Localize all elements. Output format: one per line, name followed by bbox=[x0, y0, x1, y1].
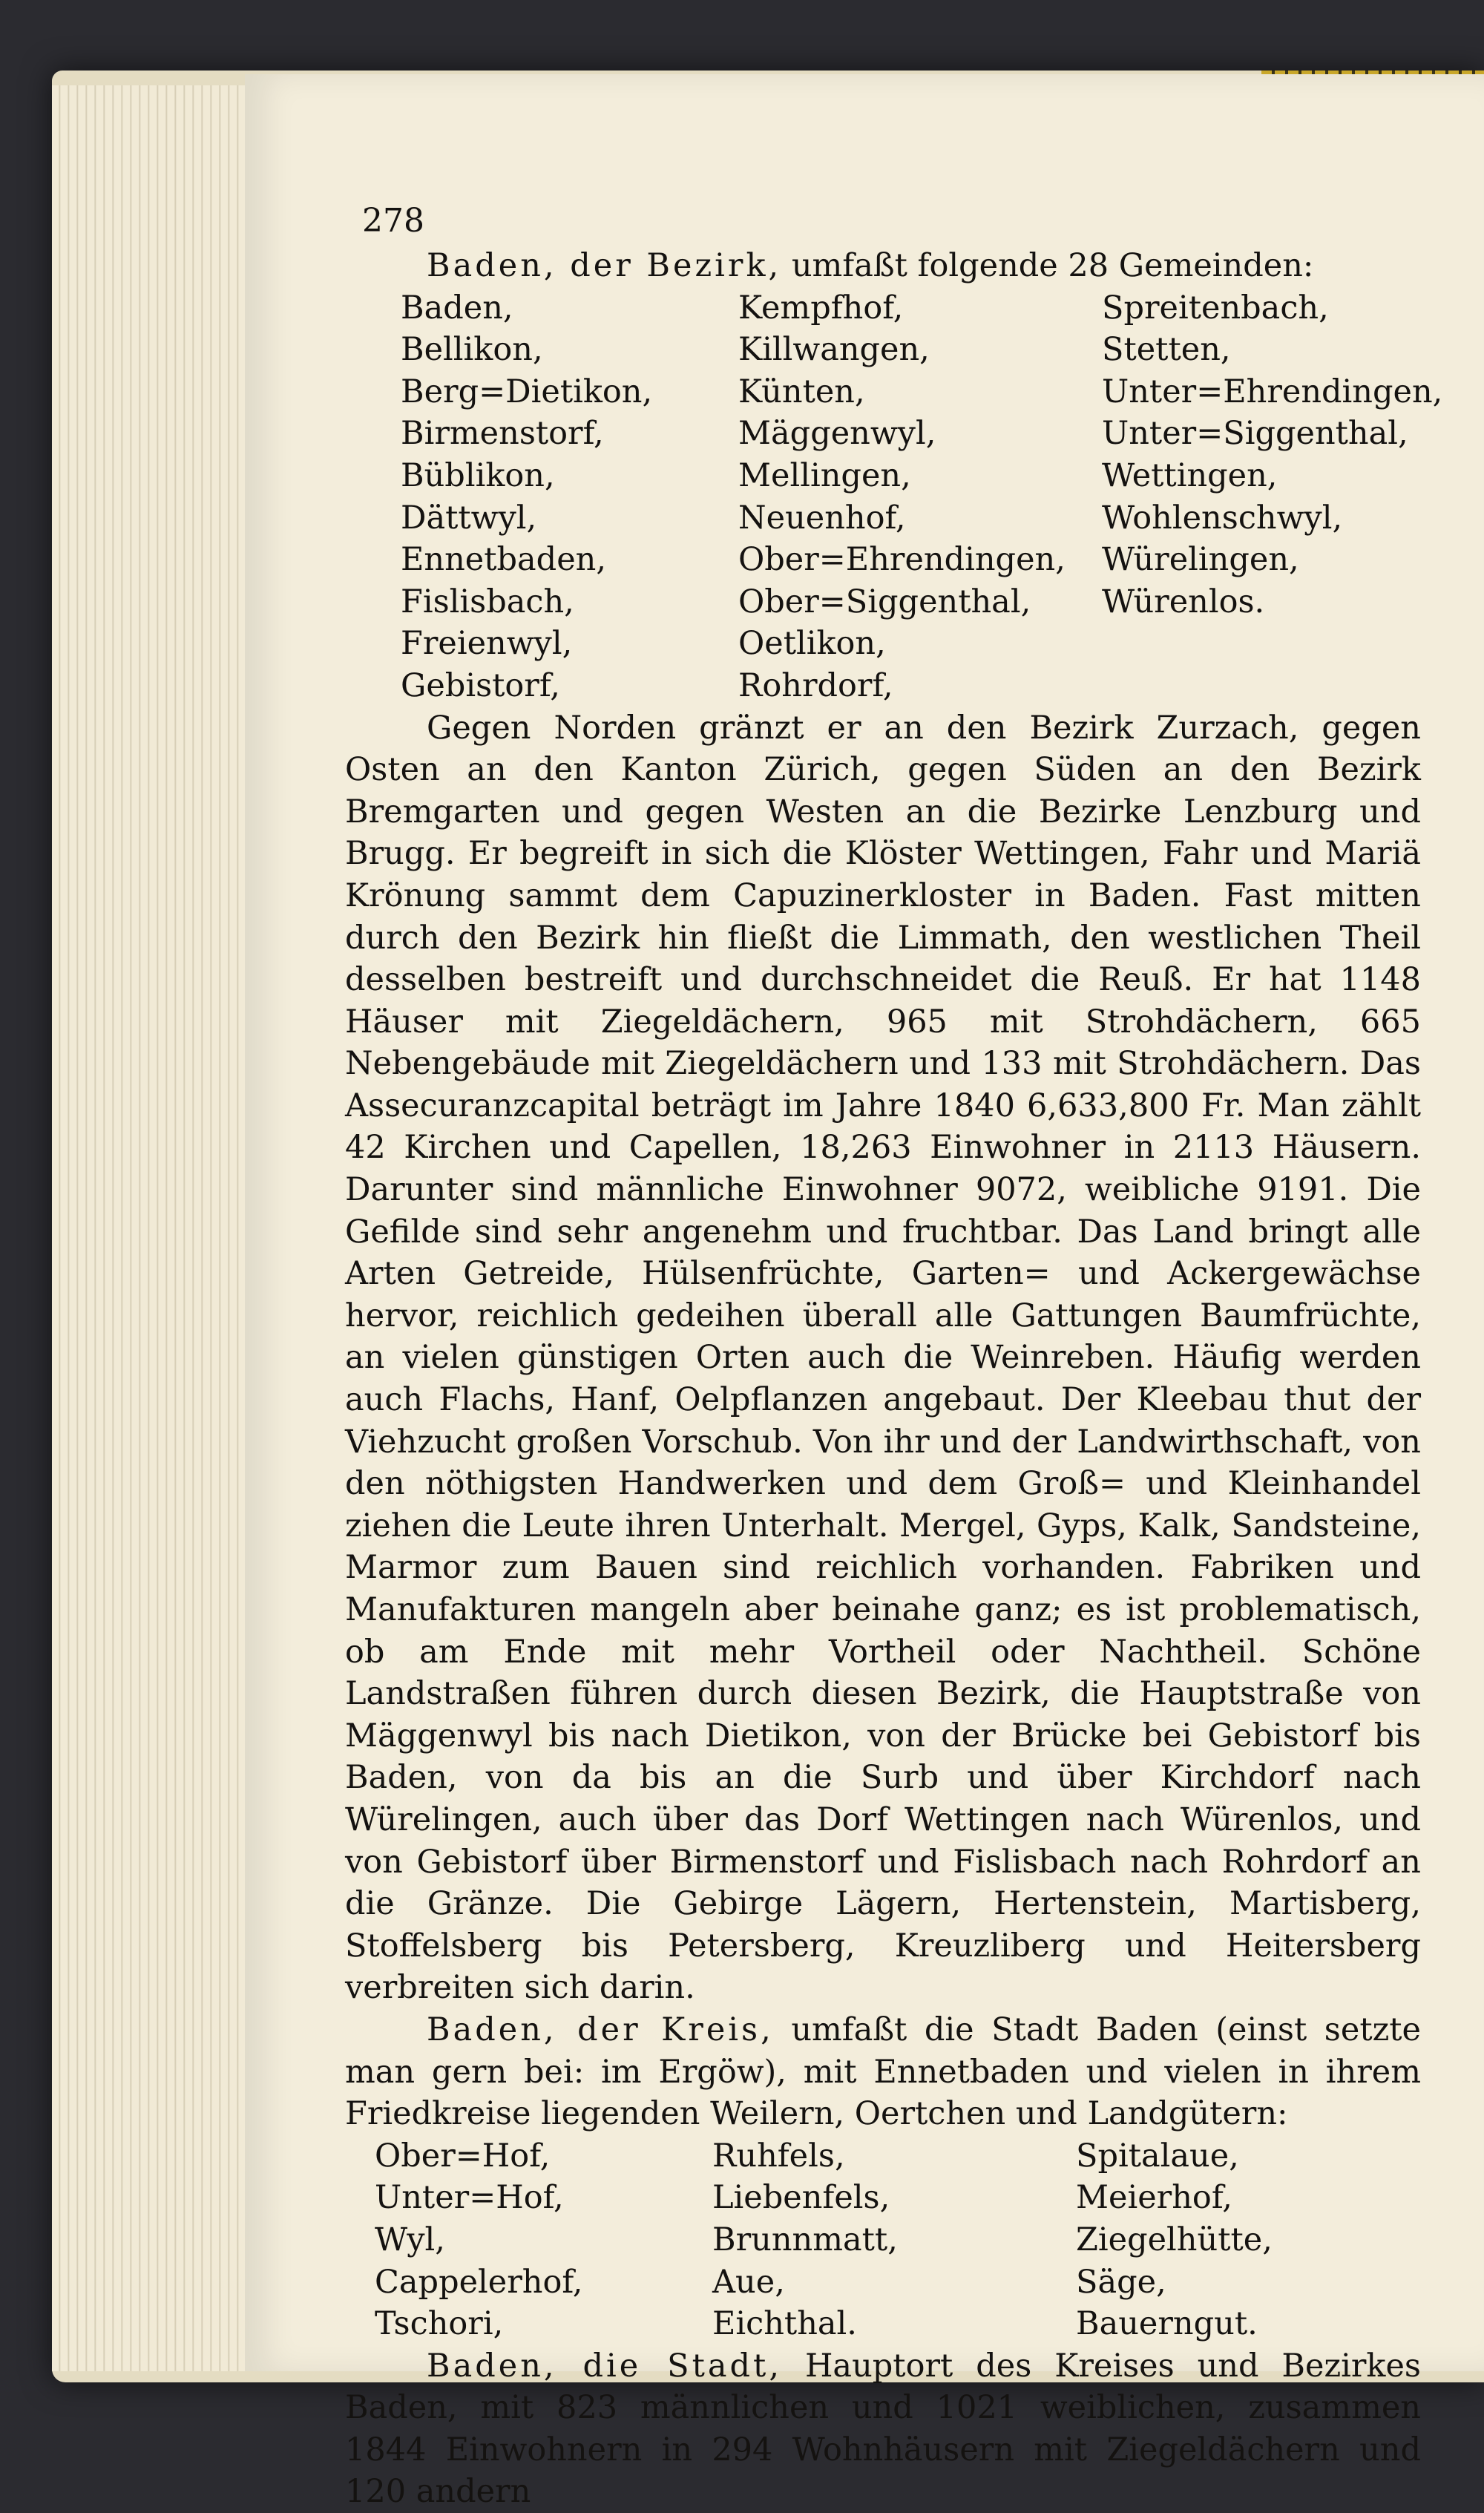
bezirk-heading-name: Baden, der Bezirk, bbox=[427, 247, 782, 284]
list-item: Dättwyl, bbox=[401, 499, 537, 537]
list-item: Säge, bbox=[1076, 2263, 1166, 2301]
list-item: Cappelerhof, bbox=[375, 2263, 583, 2301]
stadt-paragraph bbox=[345, 2345, 1421, 2513]
list-item: Eichthal. bbox=[712, 2305, 857, 2343]
stadt-heading-rest: Hauptort des Kreises und Bezirkes Baden, mit 823 männlichen und 1021 weiblichen, zusammen 1844 Einwohnern in 294 Wohnhäusern mit Ziegeldächern und 120 andern bbox=[345, 2347, 1421, 2511]
list-item: Baden, bbox=[401, 289, 513, 327]
list-item: Kempfhof, bbox=[738, 289, 904, 327]
list-item: Freienwyl, bbox=[401, 625, 573, 663]
list-item: Unter=Ehrendingen, bbox=[1102, 373, 1443, 410]
list-item: Tschori, bbox=[375, 2305, 504, 2343]
list-item: Unter=Siggenthal, bbox=[1102, 415, 1408, 453]
kreis-heading bbox=[345, 2009, 1421, 2135]
list-item: Würenlos. bbox=[1102, 583, 1265, 620]
list-item: Ober=Hof, bbox=[375, 2137, 551, 2175]
list-item: Wyl, bbox=[375, 2221, 445, 2258]
page-number: 278 bbox=[362, 202, 424, 240]
list-item: Ziegelhütte, bbox=[1076, 2221, 1273, 2258]
page-edges bbox=[52, 85, 252, 2371]
list-item: Mäggenwyl, bbox=[738, 415, 936, 453]
kreis-heading-rest: umfaßt die Stadt Baden (einst setzte man gern bei: im Ergöw), mit Ennetbaden und vielen in ihrem Friedkreise liegenden Weilern, Oertchen und Landgütern: bbox=[345, 2011, 1421, 2133]
list-item: Oetlikon, bbox=[738, 625, 886, 663]
page-text bbox=[345, 245, 1443, 2513]
list-item: Würelingen, bbox=[1102, 541, 1299, 579]
list-item: Neuenhof, bbox=[738, 499, 906, 537]
list-item: Berg=Dietikon, bbox=[401, 373, 653, 410]
bezirk-paragraph: Gegen Norden gränzt er an den Bezirk Zurzach, gegen Osten an den Kanton Zürich, gegen Süden an den Bezirk Bremgarten und gegen Westen an die Bezirke Lenzburg und Brugg. Er begreift in sich die Klöster Wettingen, Fahr und Mariä Krönung sammt dem Capuzinerkloster in Baden. Fast mitten durch den Bezirk hin fließt die Limmath, den westlichen Theil desselben bestreift und durchschneidet die Reuß. Er hat 1148 Häuser mit Ziegeldächern, 965 mit Strohdächern, 665 Nebengebäude mit Ziegeldächern und 133 mit Strohdächern. Das Assecuranzcapital beträgt im Jahre 1840 6,633,800 Fr. Man zählt 42 Kirchen und Capellen, 18,263 Einwohner in 2113 Häusern. Darunter sind männliche Einwohner 9072, weibliche 9191. Die Gefilde sind sehr angenehm und fruchtbar. Das Land bringt alle Arten Getreide, Hülsenfrüchte, Garten= und Ackergewächse hervor, reichlich gedeihen überall alle Gattungen Baumfrüchte, an vielen günstigen Orten auch die Weinreben. Häufig werden auch Flachs, Hanf, Oelpflanzen angebaut. Der Kleebau thut der Viehzucht großen Vorschub. Von ihr und der Landwirthschaft, von den nöthigsten Handwerken und dem Groß= und Kleinhandel ziehen die Leute ihren Unterhalt. Mergel, Gyps, Kalk, Sandsteine, Marmor zum Bauen sind reichlich vorhanden. Fabriken und Manufakturen mangeln aber beinahe ganz; es ist problematisch, ob am Ende mit mehr Vortheil oder Nachtheil. Schöne Landstraßen führen durch diesen Bezirk, die Hauptstraße von Mäggenwyl bis nach Dietikon, von der Brücke bei Gebistorf bis Baden, von da bis an die Surb und über Kirchdorf nach Würelingen, auch über das Dorf Wettingen nach Würenlos, und von Gebistorf über Birmenstorf und Fislisbach nach Rohrdorf an die Gränze. Die Gebirge Lägern, Hertenstein, Martisberg, Stoffelsberg bis Petersberg, Kreuzliberg und Heitersberg verbreiten sich darin. bbox=[345, 709, 1421, 2007]
list-item bbox=[1102, 665, 1477, 707]
list-item: Fislisbach, bbox=[401, 583, 574, 620]
list-item: Bauerngut. bbox=[1076, 2305, 1258, 2343]
list-item: Meierhof, bbox=[1076, 2179, 1232, 2217]
list-item: Spreitenbach, bbox=[1102, 289, 1329, 327]
list-item: Ober=Ehrendingen, bbox=[738, 541, 1066, 579]
list-item: Killwangen, bbox=[738, 331, 930, 369]
list-item: Stetten, bbox=[1102, 331, 1231, 369]
list-item: Wettingen, bbox=[1102, 456, 1278, 494]
list-item: Gebistorf, bbox=[401, 666, 560, 704]
list-item: Birmenstorf, bbox=[401, 415, 604, 453]
bezirk-heading-rest: umfaßt folgende 28 Gemeinden: bbox=[791, 247, 1314, 284]
list-item: Ober=Siggenthal, bbox=[738, 583, 1031, 620]
stadt-heading-name: Baden, die Stadt, bbox=[427, 2347, 782, 2385]
list-item: Büblikon, bbox=[401, 456, 555, 494]
list-item: Rohrdorf, bbox=[738, 666, 893, 704]
list-item: Ennetbaden, bbox=[401, 541, 607, 579]
list-item: Liebenfels, bbox=[712, 2179, 890, 2217]
list-item: Brunnmatt, bbox=[712, 2221, 898, 2258]
kreis-list bbox=[345, 2135, 1421, 2345]
kreis-heading-name: Baden, der Kreis, bbox=[427, 2011, 774, 2048]
list-item: Unter=Hof, bbox=[375, 2179, 564, 2217]
list-item: Wohlenschwyl, bbox=[1102, 499, 1343, 537]
list-item: Spitalaue, bbox=[1076, 2137, 1239, 2175]
gemeinden-list bbox=[345, 287, 1443, 707]
list-item: Aue, bbox=[712, 2263, 785, 2301]
list-item: Ruhfels, bbox=[712, 2137, 845, 2175]
list-item bbox=[1102, 623, 1477, 665]
list-item: Mellingen, bbox=[738, 456, 911, 494]
bezirk-heading bbox=[345, 245, 1421, 287]
list-item: Künten, bbox=[738, 373, 865, 410]
list-item: Bellikon, bbox=[401, 331, 543, 369]
